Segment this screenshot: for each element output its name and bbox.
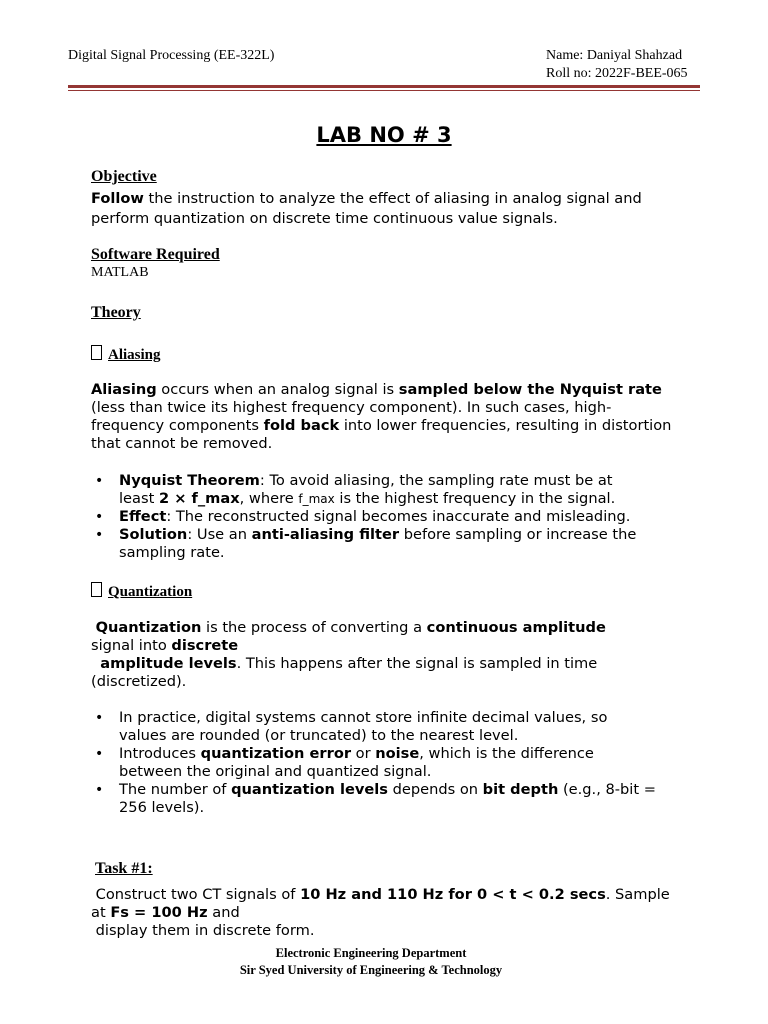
bold-span: discrete [171,637,239,654]
task-line-2 [91,904,670,922]
aliasing-paragraph [91,381,671,453]
footer-university: Sir Syed University of Engineering & Technology [239,963,503,977]
bold-span: bit depth [482,781,559,798]
bold-span: continuous amplitude [426,619,606,636]
header-rule-thin [68,90,700,91]
bold-span: noise [375,745,420,762]
objective-heading: Objective [91,168,157,185]
bold-span: Nyquist Theorem [119,472,260,489]
software-value: MATLAB [91,265,149,280]
aliasing-heading-row [91,345,161,365]
text-line: • In practice, digital systems cannot store infinite decimal values, so [119,709,608,726]
bold-span: 10 Hz and 110 Hz for 0 < t < 0.2 secs [300,886,606,903]
task-heading: Task #1: [95,860,153,877]
checkbox-icon [91,345,102,360]
text-span: signal into [91,637,172,654]
bold-span: sampled below the Nyquist rate [398,381,662,398]
text-span: . Sample [605,886,670,903]
text-line: values are rounded (or truncated) to the nearest level. [119,727,519,744]
header-name: Name: Daniyal Shahzad [546,48,683,63]
list-item [91,508,636,526]
text-span: (e.g., 8-bit = [558,781,656,798]
text-span: before sampling or increase the [399,526,637,543]
text-span: display them in discrete form. [95,922,315,939]
text-span: is the process of converting a [201,619,427,636]
text-span: at [91,904,111,921]
list-item [91,526,636,562]
text-line: between the original and quantized signal. [119,763,432,780]
text-span: and [207,904,240,921]
software-heading: Software Required [91,246,220,263]
text-span: occurs when an analog signal is [156,381,399,398]
objective-line-1 [91,190,642,208]
text-span: or [351,745,376,762]
quantization-heading: Quantization [108,584,193,600]
aliasing-heading: Aliasing [108,347,161,363]
list-item [91,781,656,817]
list-item [91,709,656,745]
list-item [91,472,636,508]
quantization-p-line-4: (discretized). [91,673,187,690]
text-span: : Use an [187,526,252,543]
bold-span: quantization error [200,745,352,762]
aliasing-bullet-list [91,472,636,562]
quantization-p-line-3 [91,655,606,673]
header-roll: Roll no: 2022F-BEE-065 [546,66,688,81]
header-course: Digital Signal Processing (EE-322L) [68,48,275,63]
list-item [91,745,656,781]
text-line: sampling rate. [119,544,225,561]
text-span: is the highest frequency in the signal. [334,490,616,507]
text-span: The number of [119,781,232,798]
objective-line-1-text: the instruction to analyze the effect of aliasing in analog signal and [143,190,642,207]
text-span: : To avoid aliasing, the sampling rate must be at [259,472,613,489]
text-span: Construct two CT signals of [95,886,301,903]
task-line-1 [91,886,670,904]
header-rule-thick [68,85,700,88]
text-span: least [119,490,159,507]
text-span: depends on [387,781,483,798]
aliasing-term: Aliasing [91,381,157,398]
small-span: f_max [298,492,335,506]
bold-span: quantization levels [231,781,388,798]
aliasing-p-line-3 [91,417,671,435]
objective-line-2: perform quantization on discrete time continuous value signals. [91,210,558,227]
theory-heading: Theory [91,304,141,321]
bold-span: anti-aliasing filter [251,526,400,543]
bold-span: Solution [119,526,188,543]
bold-span: 2 × f_max [158,490,240,507]
footer-department: Electronic Engineering Department [275,946,467,960]
text-span: . This happens after the signal is sampled in time [236,655,598,672]
quantization-p-line-1 [91,619,606,637]
text-span: Introduces [119,745,201,762]
text-span: , which is the difference [419,745,594,762]
task-line-3 [91,922,670,940]
text-span: into lower frequencies, resulting in distortion [339,417,672,434]
bold-span: amplitude levels [100,655,237,672]
bold-span: fold back [263,417,340,434]
quantization-paragraph [91,619,606,691]
text-span: : The reconstructed signal becomes inaccurate and misleading. [166,508,631,525]
text-span: , where [239,490,299,507]
quantization-heading-row [91,582,192,602]
objective-lead: Follow [91,190,144,207]
text-line: 256 levels). [119,799,205,816]
page-title: LAB NO # 3 [316,123,452,147]
task-paragraph [91,886,670,940]
quantization-bullet-list [91,709,656,817]
aliasing-p-line-4: that cannot be removed. [91,435,273,452]
aliasing-p-line-1 [91,381,671,399]
quantization-p-line-2 [91,637,606,655]
quantization-term: Quantization [95,619,202,636]
aliasing-p-line-2: (less than twice its highest frequency component). In such cases, high- [91,399,612,416]
text-span: frequency components [91,417,264,434]
bold-span: Fs = 100 Hz [110,904,208,921]
bold-span: Effect [119,508,167,525]
checkbox-icon [91,582,102,597]
